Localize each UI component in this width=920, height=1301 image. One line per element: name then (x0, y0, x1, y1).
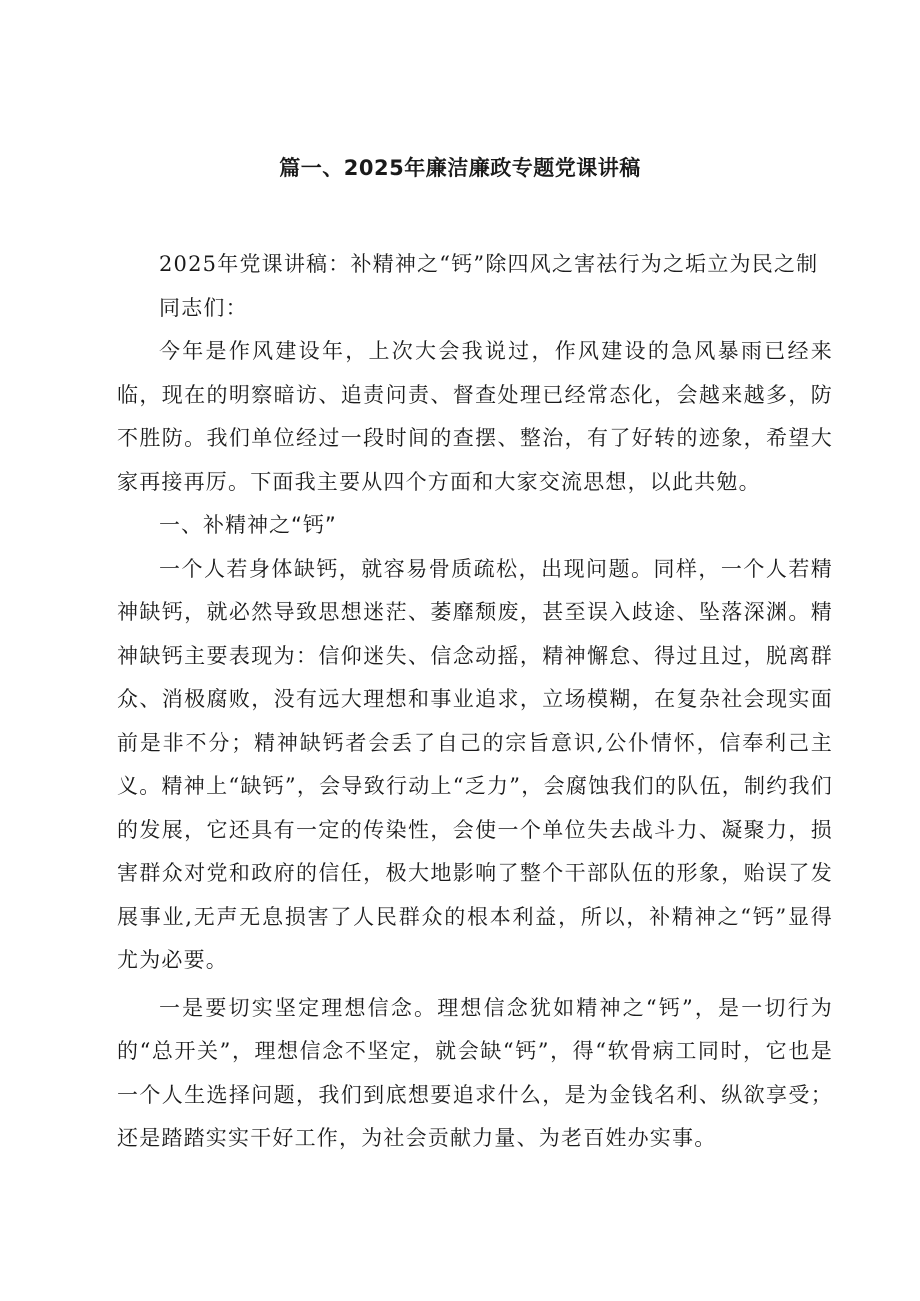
subtitle-paragraph: 2025年党课讲稿：补精神之“钙”除四风之害祛行为之垢立为民之制 (159, 252, 819, 276)
document-title: 篇一、2025年廉洁廉政专题党课讲稿 (279, 156, 641, 180)
document-body (117, 243, 833, 1161)
salutation-paragraph: 同志们： (159, 295, 248, 320)
section1-paragraph-1: 一个人若身体缺钙，就容易骨质疏松，出现问题。同样，一个人若精神缺钙，就必然导致思想迷茫、萎靡颓废，甚至误入歧途、坠落深渊。精神缺钙主要表现为：信仰迷失、信念动摇，精神懈怠、得过且过，脱离群众、消极腐败，没有远大理想和事业追求，立场模糊，在复杂社会现实面前是非不分；精神缺钙者会丢了自己的宗旨意识,公仆情怀，信奉利己主义。精神上“缺钙”，会导致行动上“乏力”，会腐蚀我们的队伍，制约我们的发展，它还具有一定的传染性，会使一个单位失去战斗力、凝聚力，损害群众对党和政府的信任，极大地影响了整个干部队伍的形象，贻误了发展事业,无声无息损害了人民群众的根本利益，所以，补精神之“钙”显得尤为必要。 (117, 556, 833, 972)
section-heading-1: 一、补精神之“钙” (159, 513, 337, 537)
intro-paragraph: 今年是作风建设年，上次大会我说过，作风建设的急风暴雨已经来临，现在的明察暗访、追责问责、督查处理已经常态化，会越来越多，防不胜防。我们单位经过一段时间的查摆、整治，有了好转的迹象，希望大家再接再厉。下面我主要从四个方面和大家交流思想，以此共勉。 (117, 339, 833, 494)
section1-paragraph-2: 一是要切实坚定理想信念。理想信念犹如精神之“钙”，是一切行为的“总开关”，理想信念不坚定，就会缺“钙”，得“软骨病工同时，它也是一个人生选择问题，我们到底想要追求什么，是为金钱名利、纵欲享受；还是踏踏实实干好工作，为社会贡献力量、为老百姓办实事。 (117, 995, 833, 1150)
